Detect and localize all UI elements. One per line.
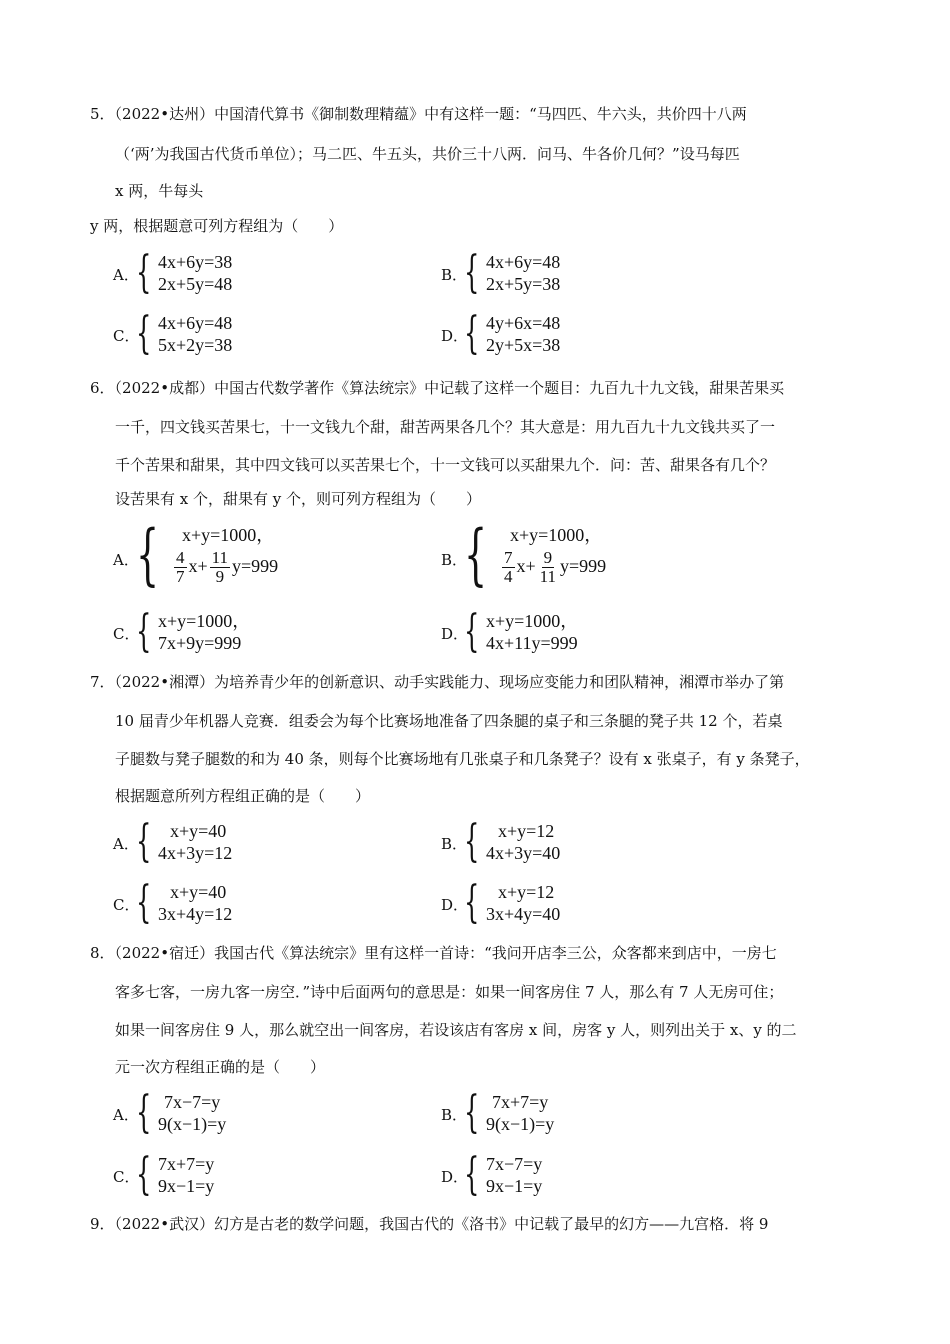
brace-icon: {: [136, 308, 152, 359]
brace-icon: {: [136, 606, 152, 657]
q7-option-a-system: { x+y=40 4x+3y=12: [136, 816, 233, 867]
q5-source: （2022•达州）: [114, 105, 215, 123]
q6-option-b-system: { x+y=1000， $\frac{7}{4}$ x+ $\frac{9}{11}$ y=999: [464, 516, 607, 593]
q5-line-2: （‘两’为我国古代货币单位）；马二匹、牛五头，共价三十八两．问马、牛各价几何？”设马每匹: [115, 145, 740, 163]
q6-option-a-system: { x+y=1000， $\frac{4}{7}$ x+ $\frac{11}{9}$ y=999: [136, 516, 279, 593]
q9-number: 9．: [90, 1215, 115, 1233]
q7-source: （2022•湘潭）: [114, 673, 215, 691]
fraction: $\frac{11}{9}$: [211, 548, 229, 587]
brace-icon: {: [464, 1087, 480, 1138]
q7-line-3: 子腿数与凳子腿数的和为 40 条，则每个比赛场地有几张桌子和几条凳子？设有 x 张桌子，有 y 条凳子，: [115, 750, 810, 768]
brace-icon: {: [464, 877, 480, 928]
q5-option-b-label[interactable]: B．: [441, 266, 468, 284]
q8-number: 8．: [90, 944, 115, 962]
q5-line-3: x 两，牛每头: [115, 182, 204, 200]
q7-option-b-system: { x+y=12 4x+3y=40: [464, 816, 561, 867]
q7-line-2: 10 届青少年机器人竞赛．组委会为每个比赛场地准备了四条腿的桌子和三条腿的凳子共 12 个，若桌: [115, 712, 783, 730]
brace-icon: {: [464, 247, 480, 298]
brace-icon: {: [136, 1087, 152, 1138]
q8-line-3: 如果一间客房住 9 人，那么就空出一间客房，若设该店有客房 x 间，房客 y 人，则列出关于 x、y 的二: [115, 1021, 797, 1039]
q8-option-c-label[interactable]: C．: [113, 1168, 140, 1186]
q6-option-c-label[interactable]: C．: [113, 625, 140, 643]
q6-line-2: 一千，四文钱买苦果七，十一文钱九个甜，甜苦两果各几个？其大意是：用九百九十九文钱共买了一: [115, 418, 776, 436]
q6-option-b-label[interactable]: B．: [441, 551, 468, 569]
brace-icon: {: [136, 247, 152, 298]
brace-icon: {: [136, 877, 152, 928]
q7-option-d-system: { x+y=12 3x+4y=40: [464, 877, 561, 928]
brace-icon: {: [464, 308, 480, 359]
q6-option-d-label[interactable]: D．: [441, 625, 469, 643]
q7-line-1: 7．（2022•湘潭）为培养青少年的创新意识、动手实践能力、现场应变能力和团队精神，湘潭市举办了第: [90, 673, 785, 691]
q6-line-1: 6．（2022•成都）中国古代数学著作《算法统宗》中记载了这样一个题目：九百九十九文钱，甜果苦果买: [90, 379, 785, 397]
q5-number: 5．: [90, 105, 115, 123]
q6-option-c-system: { x+y=1000， 7x+9y=999: [136, 606, 251, 657]
q8-option-a-label[interactable]: A．: [113, 1106, 139, 1124]
q7-option-c-label[interactable]: C．: [113, 896, 140, 914]
q5-option-d-label[interactable]: D．: [441, 327, 469, 345]
q7-option-a-label[interactable]: A．: [113, 835, 139, 853]
q6-option-d-system: { x+y=1000， 4x+11y=999: [464, 606, 579, 657]
q7-option-c-system: { x+y=40 3x+4y=12: [136, 877, 233, 928]
q8-option-c-system: { 7x+7=y 9x−1=y: [136, 1149, 215, 1200]
brace-icon: {: [464, 816, 480, 867]
q6-line-4: 设苦果有 x 个，甜果有 y 个，则可列方程组为（ ）: [115, 490, 482, 508]
fraction: $\frac{7}{4}$: [504, 548, 513, 587]
q7-line-4: 根据题意所列方程组正确的是（ ）: [115, 787, 371, 805]
brace-icon: {: [136, 516, 160, 593]
q5-line-1: 5．（2022•达州）中国清代算书《御制数理精蕴》中有这样一题：“马四匹、牛六头，共价四十八两: [90, 105, 747, 123]
q8-line-4: 元一次方程组正确的是（ ）: [115, 1058, 326, 1076]
fraction: $\frac{9}{11}$: [539, 548, 557, 587]
q5-option-a-label[interactable]: A．: [113, 266, 139, 284]
q8-source: （2022•宿迁）: [114, 944, 215, 962]
q6-line-3: 千个苦果和甜果，其中四文钱可以买苦果七个，十一文钱可以买甜果九个．问：苦、甜果各有几个？: [115, 456, 776, 474]
q8-option-d-label[interactable]: D．: [441, 1168, 469, 1186]
q5-option-b-system: { 4x+6y=48 2x+5y=38: [464, 247, 561, 298]
q9-line-1: 9．（2022•武汉）幻方是古老的数学问题，我国古代的《洛书》中记载了最早的幻方——九宫格．将 9: [90, 1215, 769, 1233]
q6-source: （2022•成都）: [114, 379, 215, 397]
q8-option-b-system: { 7x+7=y 9(x−1)=y: [464, 1087, 555, 1138]
q8-option-d-system: { 7x−7=y 9x−1=y: [464, 1149, 543, 1200]
q7-option-b-label[interactable]: B．: [441, 835, 468, 853]
brace-icon: {: [464, 516, 488, 593]
brace-icon: {: [136, 816, 152, 867]
q5-option-c-label[interactable]: C．: [113, 327, 140, 345]
q5-option-c-system: { 4x+6y=48 5x+2y=38: [136, 308, 233, 359]
q5-option-d-system: { 4y+6x=48 2y+5x=38: [464, 308, 561, 359]
fraction: $\frac{4}{7}$: [176, 548, 185, 587]
q9-source: （2022•武汉）: [114, 1215, 215, 1233]
brace-icon: {: [464, 1149, 480, 1200]
q8-option-b-label[interactable]: B．: [441, 1106, 468, 1124]
q7-option-d-label[interactable]: D．: [441, 896, 469, 914]
q6-option-a-label[interactable]: A．: [113, 551, 139, 569]
q8-line-2: 客多七客，一房九客一房空．”诗中后面两句的意思是：如果一间客房住 7 人，那么有 7 人无房可住；: [115, 983, 784, 1001]
brace-icon: {: [136, 1149, 152, 1200]
q7-number: 7．: [90, 673, 115, 691]
q8-option-a-system: { 7x−7=y 9(x−1)=y: [136, 1087, 227, 1138]
q5-line-4: y 两，根据题意可列方程组为（ ）: [90, 217, 344, 235]
q8-line-1: 8．（2022•宿迁）我国古代《算法统宗》里有这样一首诗：“我问开店李三公，众客都来到店中，一房七: [90, 944, 777, 962]
q5-option-a-system: { 4x+6y=38 2x+5y=48: [136, 247, 233, 298]
brace-icon: {: [464, 606, 480, 657]
q6-number: 6．: [90, 379, 115, 397]
